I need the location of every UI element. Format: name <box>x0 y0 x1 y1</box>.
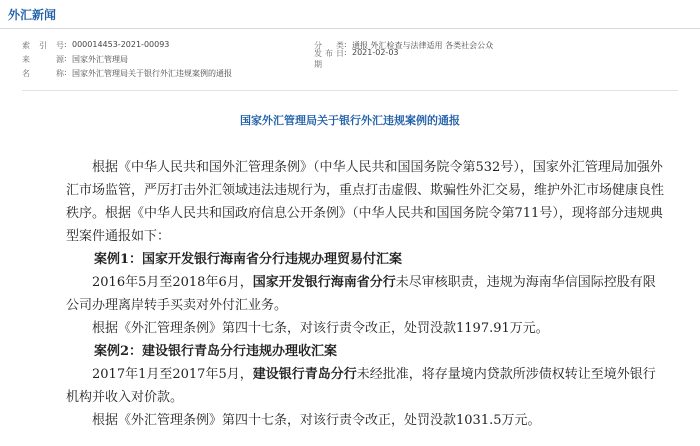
name-label: 名 称 <box>22 68 64 78</box>
top-bar <box>0 0 700 29</box>
document-meta <box>22 38 678 80</box>
case-2-bank: 建设银行青岛分行 <box>252 367 357 382</box>
date-value: 2021-02-03 <box>352 48 399 57</box>
case-1-detail: 未尽审核职责，违规为海南华信国际控股有限公司办理离岸转手买卖对外付汇业务。 <box>66 275 656 313</box>
section-title[interactable]: 外汇新闻 <box>8 7 57 22</box>
case-2-paragraph <box>66 363 666 409</box>
meta-row-1: 索 引 号 : 000014453-2021-00093 分 类 : 通报 外汇检查与法律适用 各类社会公众 <box>22 39 494 50</box>
case-1-paragraph <box>66 271 666 317</box>
case-2-detail: 未经批准，将存量境内贷款所涉债权转让至境外银行机构并收入对价款。 <box>66 367 656 405</box>
name-value: 国家外汇管理局关于银行外汇违规案例的通报 <box>72 68 232 78</box>
date-label: 发布日期 <box>314 49 344 69</box>
category-label: 分 类 <box>314 40 344 50</box>
category-value: 通报 外汇检查与法律适用 各类社会公众 <box>352 40 494 50</box>
case-2-heading: 案例2：建设银行青岛分行违规办理收汇案 <box>94 344 338 359</box>
meta-row-3: 名 称 : 国家外汇管理局关于银行外汇违规案例的通报 <box>22 67 232 78</box>
case-1-period: 2016年5月至2018年6月， <box>92 275 253 290</box>
meta-row-2: 来 源 : 国家外汇管理局 发布日期 : 2021-02-03 <box>22 48 399 69</box>
intro-paragraph: 根据《中华人民共和国外汇管理条例》（中华人民共和国国务院令第532号），国家外汇管理局加强外汇市场监管，严厉打击外汇领域违法违规行为，重点打击虚假、欺骗性外汇交易，维护外汇市场健康良性秩序。根据《中华人民共和国政府信息公开条例》（中华人民共和国国务院令第711号），现将部分违规典型案件通报如下： <box>66 160 665 244</box>
case-1-penalty: 根据《外汇管理条例》第四十七条，对该行责令改正，处罚没款1197.91万元。 <box>92 321 549 336</box>
case-1-bank: 国家开发银行海南省分行 <box>252 275 396 290</box>
source-value: 国家外汇管理局 <box>72 54 128 64</box>
case-2-period: 2017年1月至2017年5月， <box>92 367 253 382</box>
case-2-penalty: 根据《外汇管理条例》第四十七条，对该行责令改正，处罚没款1031.5万元。 <box>92 413 541 428</box>
index-value: 000014453-2021-00093 <box>72 39 170 49</box>
source-label: 来 源 <box>22 54 64 64</box>
article-body <box>66 156 666 432</box>
meta-divider <box>22 90 678 91</box>
index-label: 索 引 号 <box>22 40 64 50</box>
case-1-heading: 案例1：国家开发银行海南省分行违规办理贸易付汇案 <box>94 252 403 267</box>
document-title: 国家外汇管理局关于银行外汇违规案例的通报 <box>240 114 460 127</box>
